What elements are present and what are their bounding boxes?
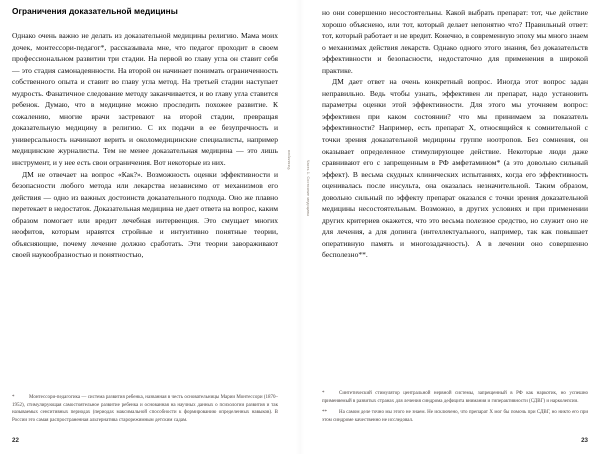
paragraph: ДМ дает ответ на очень конкретный вопрос. Иногда этот вопрос задан неправильно. Ведь чтобы узнать, эффективен ли препарат, надо установить параметры оценки этой эффективности. Для этого мы уточняем вопрос: эффективен при каком состоянии? что мы принимаем за показатель эффективности? Например, есть препарат X, относящийся к сомнительной с точки зрения доказательной медицины группе ноотропов. Без сомнения, он оказывает определенное стимулирующее действие. Некоторые люди даже сравнивают его с запрещенным в РФ амфетамином* (а это довольно сильный эффект). В весьма скудных клинических испытаниях, когда его эффективность оценивалась после инсульта, она оказалась незначительной. Таким образом, довольно сильный по эффекту препарат оказался с точки зрения доказательной медицины несостоятельным. Возможно, в других условиях и при применении других критериев окажется, что это весьма полезное средство, но служит оно не для лечения, а для допинга (интеллектуального, например, так как повышает оперативную память и многозадачность). А в лечении оно совершенно бесполезно**. xyxy=(322,77,588,260)
running-head-left: Физиатрия xyxy=(287,150,291,170)
footnote xyxy=(12,394,278,424)
footnote-section xyxy=(322,390,588,424)
footnote xyxy=(322,390,588,405)
page-title: Ограничения доказательной медицины xyxy=(12,6,178,16)
footnote xyxy=(322,409,588,424)
footnote-marker: * xyxy=(322,391,325,397)
footnote-marker: ** xyxy=(322,410,327,416)
paragraph: ДМ не отвечает на вопрос «Как?». Возможность оценки эффективности и безопасности любого метода или лекарства независимо от механизмов его действия — одно из важных достоинств доказательного подхода. Оно же плавно перетекает в недостаток. Доказательная медицина не дает ответа на вопрос, каким образом помогает или вредит лечебная интервенция. Это смущает многих неофитов, которым нравятся стройные и интуитивно понятные теории, объясняющие, почему лечение должно сработать. Эти теории завораживают своей наукообразностью и понятностью, xyxy=(12,169,278,260)
paragraph: Однако очень важно не делать из доказательной медицины религию. Мама моих дочек, монтессори-педагог*, рассказывала мне, что педагог проходит в своем профессиональном развитии три стадии. На первой во главу угла он ставит себя — это стадия самонадеянности. На второй он начинает понимать ограниченность собственного опыта и ставит во главу угла метод. На третьей стадии наступает мудрость. Фанатичное следование методу заканчивается, и во главу угла ставится ребенок. Думаю, что в медицине можно проследить похожее развитие. К сожалению, многие врачи застревают на второй стадии, превращая доказательную медицину в религию. С их подачи в ее безупречность и универсальность начинают верить и околомедицинские специалисты, например медицинские журналисты. Тем не менее доказательная медицина — это лишь инструмент, и у нее есть свои ограничения. Вот некоторые из них. xyxy=(12,30,278,167)
page-number: 22 xyxy=(12,437,19,444)
paragraph: но они совершенно несостоятельны. Какой выбрать препарат: тот, чье действие хорошо объяснено, или тот, который делает непонятно что? Правильный ответ: тот, который работает и не вредит. Конечно, в современную эпоху мы много знаем о механизмах действия лекарств. Однако одного этого знания, без доказательств эффективности и безопасности, недостаточно для применения в широкой практике. xyxy=(322,8,588,75)
footnote-marker: * xyxy=(12,395,15,401)
page-number: 23 xyxy=(581,437,588,444)
running-head-right: Часть 1. Состояние медицины xyxy=(306,160,310,217)
right-page xyxy=(300,0,600,454)
footnote-section xyxy=(12,394,278,424)
footnote-text: Синтетический стимулятор центральной нервной системы, запрещенный в РФ как наркотик, но успешно применяемый в развитых странах для лечения синдрома дефицита внимания и гиперактивности (СДВГ) и нарколепсии. xyxy=(322,391,588,404)
footnote-text: На самом деле точно мы этого не знаем. Не исключено, что препарат X мог бы помочь при СДВГ, но никто его при этом синдроме качественно не исследовал. xyxy=(322,410,588,423)
footnote-text: Монтессори-педагогика — система развития ребенка, названная в честь основательницы Марии Монтессори (1870–1952), стимулирующая самостоятельное развитие ребенка и основанная на научных данных о психологии развития и так называемых сенситивных периодах (периодах максимальной способности к формированию определенных навыков). В России это самая распространенная альтернатива старорежимным детским садам. xyxy=(12,395,278,423)
